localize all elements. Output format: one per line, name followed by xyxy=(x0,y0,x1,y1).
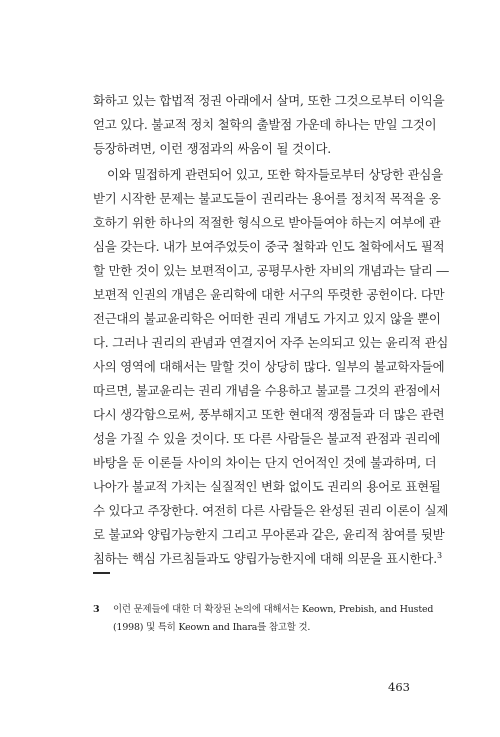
body-line: 나아가 불교적 가치는 실질적인 변화 없이도 권리의 용어로 표현될 xyxy=(93,479,441,494)
footnote-number: 3 xyxy=(93,604,100,615)
footnote-reference[interactable]: 3 xyxy=(436,550,442,560)
body-line-last xyxy=(93,548,442,570)
footnote-line: 이런 문제들에 대한 더 확장된 논의에 대해서는 Keown, Prebish, and Husted xyxy=(113,604,434,615)
body-line: 얻고 있다. 불교적 정치 철학의 출발점 가운데 하나는 만일 그것이 xyxy=(93,117,437,132)
body-line: 심을 갖는다. 내가 보여주었듯이 중국 철학과 인도 철학에서도 필적 xyxy=(93,239,445,254)
body-line: 다. 그러나 권리의 관념과 연결지어 자주 논의되고 있는 윤리적 관심 xyxy=(93,335,449,350)
body-line: 사의 영역에 대해서는 말할 것이 상당히 많다. 일부의 불교학자들에 xyxy=(93,359,445,374)
body-line: 이와 밀접하게 관련되어 있고, 또한 학자들로부터 상당한 관심을 xyxy=(107,167,443,182)
body-line: 받기 시작한 문제는 불교도들이 권리라는 용어를 정치적 목적을 옹 xyxy=(93,191,441,206)
body-line: 성을 가질 수 있을 것이다. 또 다른 사람들은 불교적 관점과 권리에 xyxy=(93,431,441,446)
body-line-text: 침하는 핵심 가르침들과도 양립가능한지에 대해 의문을 표시한다. xyxy=(93,551,437,566)
body-line: 화하고 있는 합법적 정권 아래에서 살며, 또한 그것으로부터 이익을 xyxy=(93,93,445,108)
body-line: 로 불교와 양립가능한지 그리고 무아론과 같은, 윤리적 참여를 뒷받 xyxy=(93,527,445,542)
body-line: 수 있다고 주장한다. 여전히 다른 사람들은 완성된 권리 이론이 실제 xyxy=(93,503,449,518)
footnote-line: (1998) 및 특히 Keown and Ihara를 참고할 것. xyxy=(113,622,311,633)
body-line: 바탕을 둔 이론들 사이의 차이는 단지 언어적인 것에 불과하며, 더 xyxy=(93,455,437,470)
page-number: 463 xyxy=(388,680,410,694)
body-line: 다시 생각함으로써, 풍부해지고 또한 현대적 쟁점들과 더 많은 관련 xyxy=(93,407,445,422)
body-line: 등장하려면, 이런 쟁점과의 싸움이 될 것이다. xyxy=(93,141,332,156)
body-line: 전근대의 불교윤리학은 어떠한 권리 개념도 가지고 있지 않을 뿐이 xyxy=(93,311,441,326)
body-line: 호하기 위한 하나의 적절한 형식으로 받아들여야 하는지 여부에 관 xyxy=(93,215,441,230)
body-line: 따르면, 불교윤리는 권리 개념을 수용하고 불교를 그것의 관점에서 xyxy=(93,383,441,398)
body-line: 보편적 인권의 개념은 윤리학에 대한 서구의 뚜렷한 공헌이다. 다만 xyxy=(93,287,445,302)
footnote-divider xyxy=(93,572,110,574)
body-line: 할 만한 것이 있는 보편적이고, 공평무사한 자비의 개념과는 달리 ― xyxy=(93,263,449,278)
